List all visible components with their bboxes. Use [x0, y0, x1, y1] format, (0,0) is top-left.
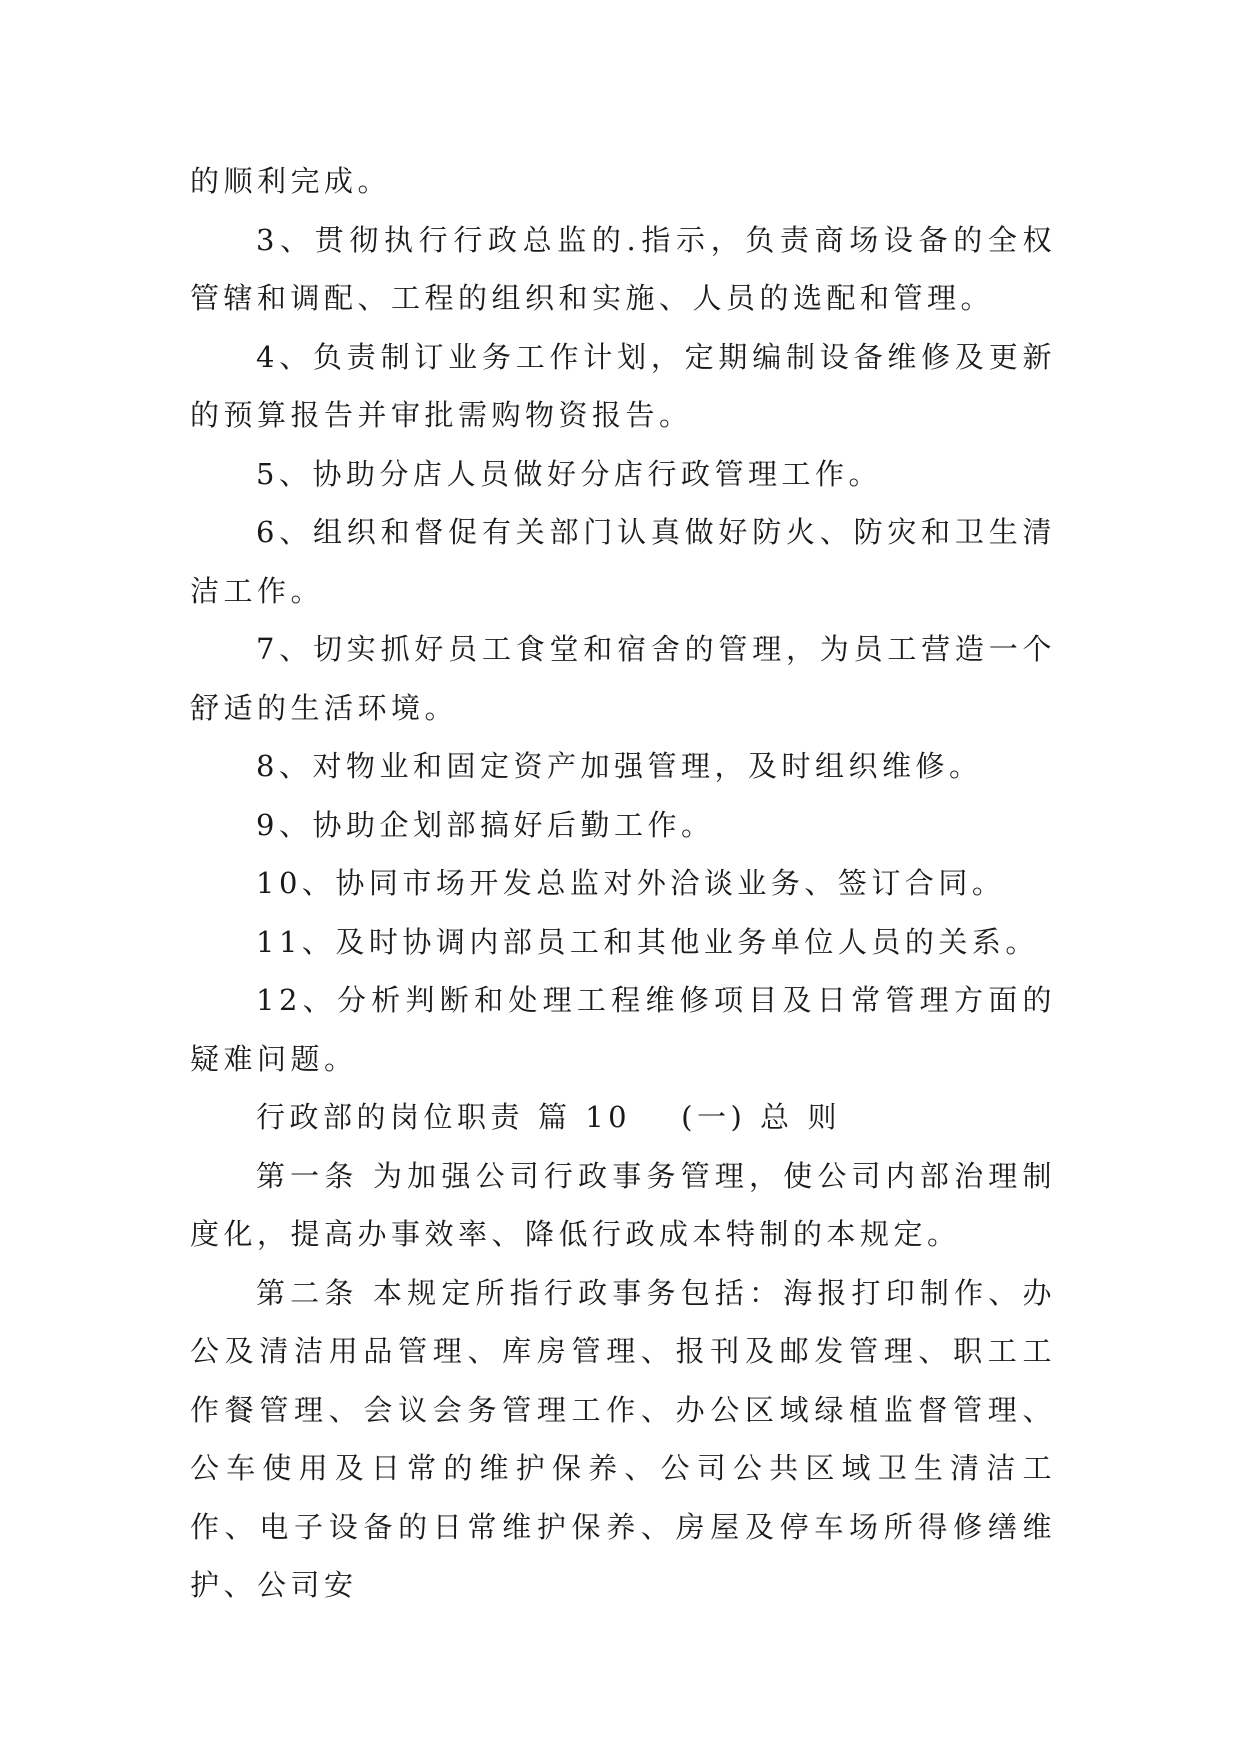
duty-item-12: 12、分析判断和处理工程维修项目及日常管理方面的疑难问题。: [190, 983, 1056, 1076]
duty-item-9: 9、协助企划部搞好后勤工作。: [256, 807, 715, 842]
duty-item-11: 11、及时协调内部员工和其他业务单位人员的关系。: [256, 924, 1039, 959]
duty-item-3: 3、贯彻执行行政总监的.指示，负责商场设备的全权管辖和调配、工程的组织和实施、人员的选配和管理。: [190, 222, 1056, 315]
section-part-suffix: 则: [807, 1100, 842, 1134]
duty-item-8: 8、对物业和固定资产加强管理，及时组织维修。: [256, 749, 983, 783]
section-part: (一) 总: [681, 1100, 794, 1134]
article-1: 第一条 为加强公司行政事务管理，使公司内部治理制度化，提高办事效率、降低行政成本特制的本规定。: [190, 1158, 1056, 1251]
duty-item-6: 6、组织和督促有关部门认真做好防火、防灾和卫生清洁工作。: [190, 515, 1056, 608]
section-chapter: 篇 10: [538, 1100, 632, 1134]
article-2: 第二条 本规定所指行政事务包括：海报打印制作、办公及清洁用品管理、库房管理、报刊及邮发管理、职工工作餐管理、会议会务管理工作、办公区域绿植监督管理、公车使用及日常的维护保养、公司公共区域卫生清洁工作、电子设备的日常维护保养、房屋及停车场所得修缮维护、公司安: [190, 1275, 1056, 1602]
section-title: 行政部的岗位职责: [256, 1100, 525, 1134]
paragraph-continuation: 的顺利完成。: [190, 164, 392, 198]
document-body: [190, 152, 1056, 1615]
duty-item-5: 5、协助分店人员做好分店行政管理工作。: [256, 456, 882, 491]
section-heading: [190, 1088, 1056, 1147]
duty-item-10: 10、协同市场开发总监对外洽谈业务、签订合同。: [256, 866, 1006, 900]
duty-item-4: 4、负责制订业务工作计划，定期编制设备维修及更新的预算报告并审批需购物资报告。: [190, 339, 1056, 432]
duty-item-7: 7、切实抓好员工食堂和宿舍的管理，为员工营造一个舒适的生活环境。: [190, 632, 1056, 725]
